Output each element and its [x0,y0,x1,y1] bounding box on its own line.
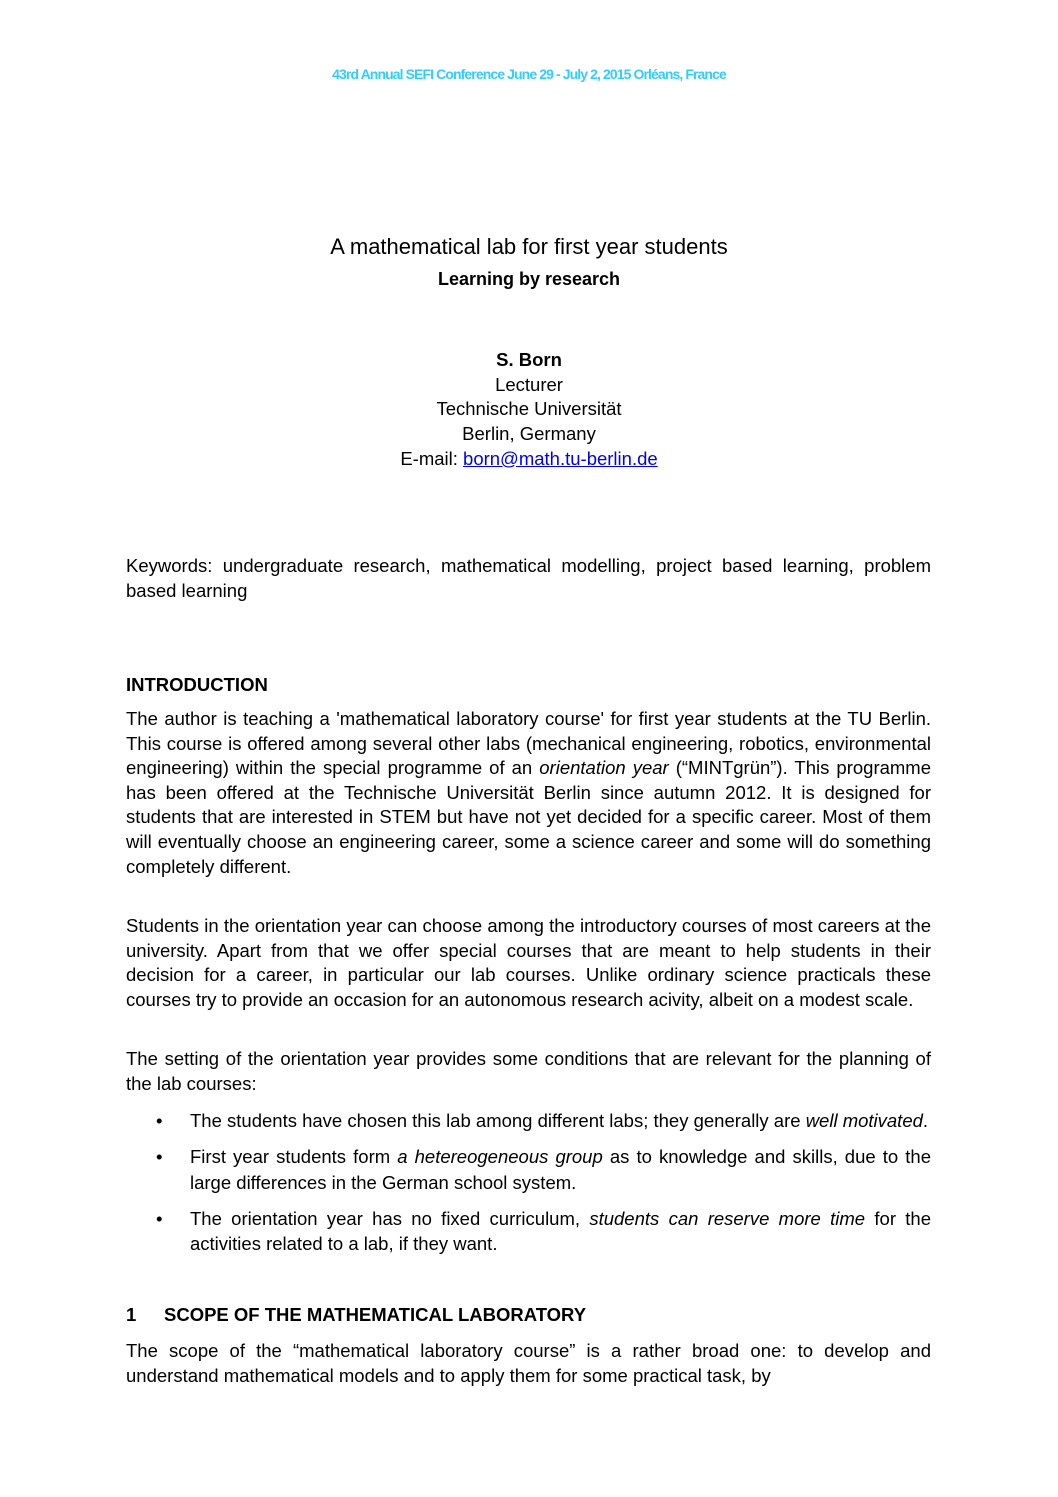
section-1-paragraph [126,1339,931,1388]
conditions-list [126,1108,931,1267]
section-1-text: The scope of the “mathematical laboratory course” is a rather broad one: to develop and understand mathematical models and to apply them for some practical task, by [126,1340,931,1386]
bullet-text: First year students form [190,1146,398,1167]
section-title: SCOPE OF THE MATHEMATICAL LABORATORY [164,1304,587,1325]
list-item [126,1206,931,1257]
bullet-emphasis: a hetereogeneous group [397,1146,603,1167]
bullet-text: The students have chosen this lab among different labs; they generally are [190,1110,806,1131]
email-link[interactable]: born@math.tu-berlin.de [463,447,658,469]
intro-paragraph-2 [126,914,931,1012]
bullet-text: for the activities related to a lab, if they want. [190,1207,932,1254]
intro-p3-text: The setting of the orientation year provides some conditions that are relevant for the planning of the lab courses: [126,1048,931,1094]
list-item [126,1108,931,1134]
paper-subtitle: Learning by research [437,269,621,289]
author-role: Lecturer [495,373,563,395]
introduction-heading: INTRODUCTION [126,674,268,695]
bullet-text: The orientation year has no fixed curriculum, [190,1207,590,1229]
bullet-icon: • [156,1146,163,1167]
section-1-heading [126,1304,586,1326]
bullet-icon: • [156,1110,163,1131]
email-label: E-mail: [400,447,464,469]
keywords-text: Keywords: undergraduate research, mathematical modelling, project based learning, problem based learning [126,555,931,601]
intro-paragraph-3 [126,1047,931,1096]
conference-header: 43rd Annual SEFI Conference June 29 - July 2, 2015 Orléans, France [332,66,726,82]
author-email-line [0,447,1058,472]
author-institution: Technische Universität [436,398,622,420]
intro-p2-text: Students in the orientation year can choose among the introductory courses of most careers at the university. Apart from that we offer special courses that are meant to help students in their decision for a career, in particular our lab courses. Unlike ordinary science practicals these courses try to provide an occasion for an autonomous research acivity, albeit on a modest scale. [126,915,931,1010]
bullet-emphasis: well motivated [805,1110,923,1131]
bullet-emphasis: students can reserve more time [589,1207,866,1229]
keywords [126,554,931,603]
paper-title: A mathematical lab for first year students [330,234,728,259]
bullet-text: as to knowledge and skills, due to the large differences in the German school system. [190,1146,931,1193]
bullet-icon: • [156,1207,163,1229]
list-item [126,1144,931,1195]
bullet-text: . [922,1110,929,1131]
intro-p1-a: The author is teaching a 'mathematical laboratory course' for first year students at the TU Berlin. This course is offered among several other labs (mechanical engineering, robotics, environmental engineering) within the special programme of an [126,708,931,779]
author-location: Berlin, Germany [462,423,596,445]
intro-paragraph-1 [126,707,931,879]
intro-p1-emphasis: orientation year [539,757,669,779]
author-block [0,348,1058,472]
intro-p1-b: (“MINTgrün”). This programme has been offered at the Technische Universität Berlin since autumn 2012. It is designed for students that are interested in STEM but have not yet decided for a specific career. Most of them will eventually choose an engineering career, some a science career and some will do something completely different. [126,757,931,877]
section-number: 1 [126,1304,137,1325]
author-name: S. Born [496,349,562,370]
